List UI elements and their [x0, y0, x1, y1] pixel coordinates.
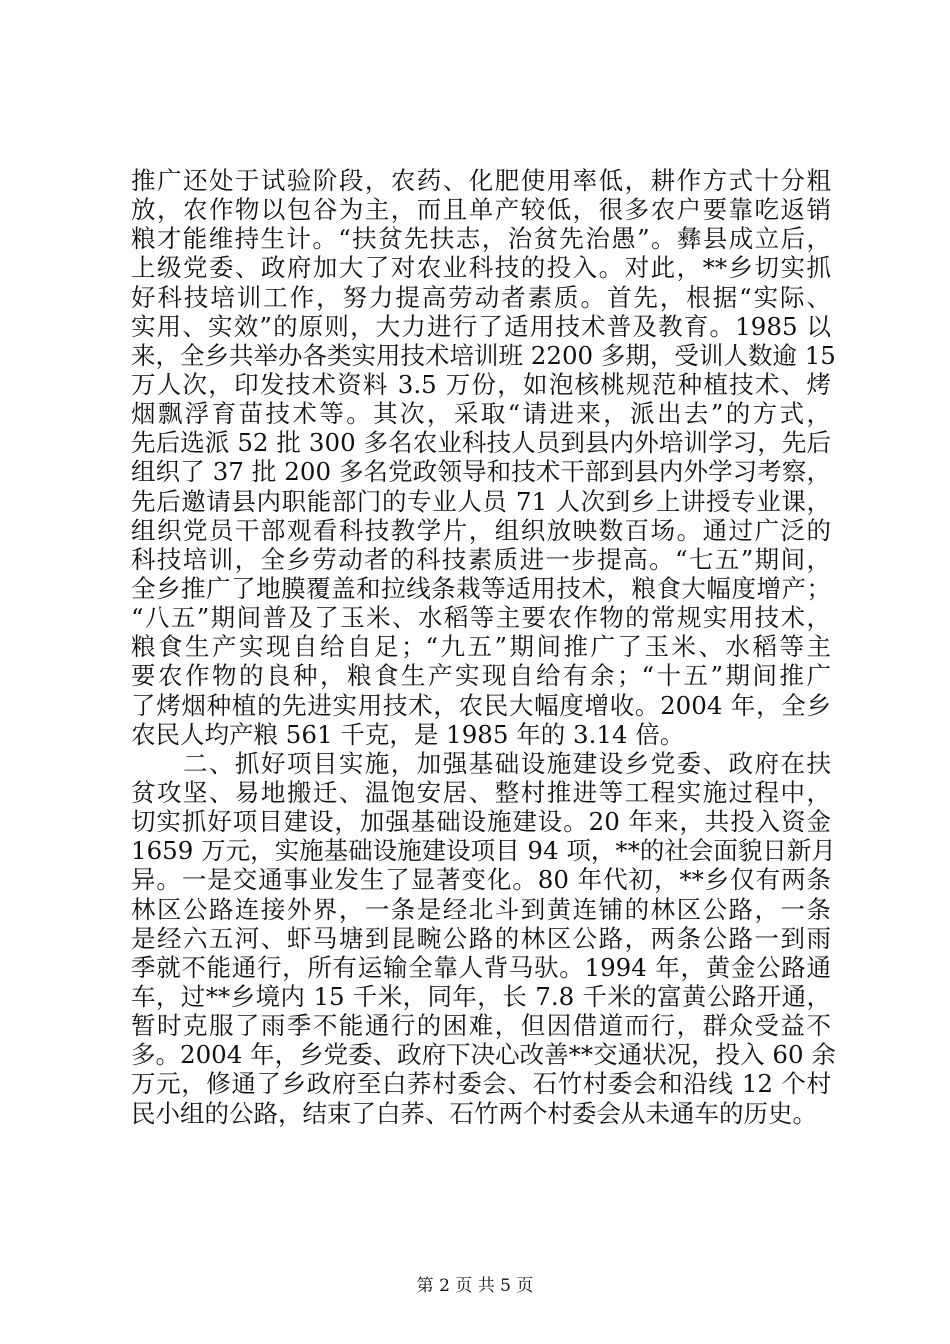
body-text	[131, 166, 836, 1128]
text-line: 林区公路连接外界，一条是经北斗到黄连铺的林区公路，一条	[131, 894, 831, 924]
text-line: 来，全乡共举办各类实用技术培训班 2200 多期，受训人数逾 15	[131, 340, 836, 370]
text-line: 科技培训，全乡劳动者的科技素质进一步提高。“七五”期间，	[131, 544, 831, 574]
text-line: “八五”期间普及了玉米、水稻等主要农作物的常规实用技术，	[131, 603, 831, 633]
text-line: 多。2004 年，乡党委、政府下决心改善**交通状况，投入 60 余	[131, 1040, 836, 1070]
text-line: 是经六五河、虾马塘到昆畹公路的林区公路，两条公路一到雨	[131, 923, 831, 953]
text-line: 烟飘浮育苗技术等。其次，采取“请进来，派出去”的方式，	[131, 399, 831, 429]
text-line: 好科技培训工作，努力提高劳动者素质。首先，根据“实际、	[131, 282, 831, 312]
text-line: 切实抓好项目建设，加强基础设施建设。20 年来，共投入资金	[131, 807, 831, 837]
text-line: 实用、实效”的原则，大力进行了适用技术普及教育。1985 以	[131, 311, 831, 341]
text-line: 万人次，印发技术资料 3.5 万份，如泡核桃规范种植技术、烤	[131, 369, 831, 399]
text-line: 先后邀请县内职能部门的专业人员 71 人次到乡上讲授专业课，	[131, 486, 831, 516]
text-line: 万元，修通了乡政府至白荞村委会、石竹村委会和沿线 12 个村	[131, 1069, 831, 1099]
text-line: 组织党员干部观看科技教学片，组织放映数百场。通过广泛的	[131, 515, 831, 545]
page-footer: 第 2 页 共 5 页	[416, 1276, 534, 1296]
text-line: 车，过**乡境内 15 千米，同年，长 7.8 千米的富黄公路开通，	[131, 981, 831, 1011]
text-line: 异。一是交通事业发生了显著变化。80 年代初，**乡仅有两条	[131, 865, 831, 895]
text-line: 暂时克服了雨季不能通行的困难，但因借道而行，群众受益不	[131, 1011, 831, 1041]
text-line: 放，农作物以包谷为主，而且单产较低，很多农户要靠吃返销	[131, 195, 831, 225]
text-line: 二、抓好项目实施，加强基础设施建设乡党委、政府在扶	[131, 748, 831, 778]
text-line: 推广还处于试验阶段，农药、化肥使用率低，耕作方式十分粗	[131, 166, 831, 195]
text-line: 1659 万元，实施基础设施建设项目 94 项，**的社会面貌日新月	[131, 836, 836, 866]
text-line: 贫攻坚、易地搬迁、温饱安居、整村推进等工程实施过程中，	[131, 777, 831, 807]
text-line: 季就不能通行，所有运输全靠人背马驮。1994 年，黄金公路通	[131, 952, 831, 982]
text-line: 农民人均产粮 561 千克，是 1985 年的 3.14 倍。	[131, 719, 685, 749]
text-line: 粮食生产实现自给自足；“九五”期间推广了玉米、水稻等主	[131, 632, 831, 662]
text-line: 粮才能维持生计。“扶贫先扶志，治贫先治愚”。彝县成立后，	[131, 224, 831, 254]
text-line: 上级党委、政府加大了对农业科技的投入。对此，**乡切实抓	[131, 253, 831, 283]
text-line: 要农作物的良种，粮食生产实现自给有余；“十五”期间推广	[131, 661, 831, 691]
text-line: 组织了 37 批 200 多名党政领导和技术干部到县内外学习考察，	[131, 457, 831, 487]
text-line: 先后选派 52 批 300 多名农业科技人员到县内外培训学习，先后	[131, 428, 831, 458]
text-line: 了烤烟种植的先进实用技术，农民大幅度增收。2004 年，全乡	[131, 690, 831, 720]
text-line: 民小组的公路，结束了白荞、石竹两个村委会从未通车的历史。	[131, 1098, 817, 1128]
text-line: 全乡推广了地膜覆盖和拉线条栽等适用技术，粮食大幅度增产；	[131, 573, 831, 603]
